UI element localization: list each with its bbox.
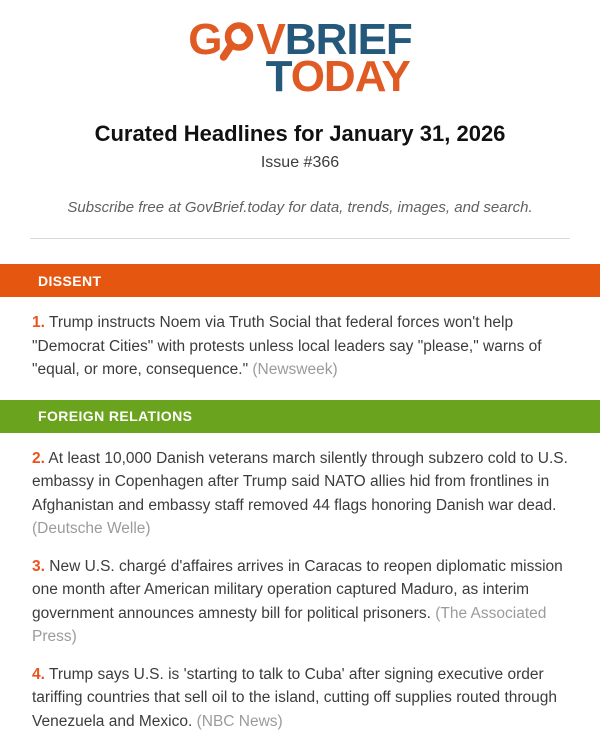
- newsletter-logo: [0, 0, 600, 97]
- item-source: (Newsweek): [252, 361, 337, 378]
- govbrief-logo: [188, 20, 412, 97]
- logo-word-oday: ODAY: [291, 52, 410, 101]
- item-number: 1.: [32, 314, 45, 331]
- page-title: Curated Headlines for January 31, 2026: [0, 121, 600, 147]
- logo-word-brief: BRIEF: [285, 20, 412, 60]
- magnifier-icon: [221, 22, 255, 56]
- section-banner-foreign-relations: [0, 400, 600, 433]
- issue-number: Issue #366: [0, 154, 600, 172]
- item-source: (The Associated Press): [32, 605, 546, 646]
- item-text: New U.S. chargé d'affaires arrives in Caracas to reopen diplomatic mission one month after American military operation captured Maduro, as interim government announces amnesty bill for political prisoners.: [32, 558, 563, 622]
- item-number: 4.: [32, 666, 45, 683]
- item-number: 3.: [32, 558, 45, 575]
- item-text: Trump instructs Noem via Truth Social that federal forces won't help "Democrat Cities" with protests unless local leaders say "please," warns of "equal, or more, consequence.": [32, 314, 542, 378]
- item-text: Trump says U.S. is 'starting to talk to Cuba' after signing executive order tariffing countries that sell oil to the island, cutting off supplies routed through Venezuela and Mexico.: [32, 666, 557, 730]
- item-source: (NBC News): [197, 713, 283, 730]
- news-item-2: [32, 447, 572, 541]
- section-label: DISSENT: [38, 273, 101, 289]
- item-source: (Deutsche Welle): [32, 520, 151, 537]
- news-item-3: [32, 555, 572, 649]
- news-item-4: [32, 663, 572, 733]
- logo-line-2: [188, 57, 412, 97]
- item-text: At least 10,000 Danish veterans march silently through subzero cold to U.S. embassy in Copenhagen after Trump said NATO allies hid from frontlines in Afghanistan and embassy staff removed 44 flags honoring Danish war dead.: [32, 450, 568, 514]
- logo-letter-g: G: [188, 20, 221, 60]
- subscribe-tagline: Subscribe free at GovBrief.today for data, trends, images, and search.: [0, 199, 600, 216]
- divider-line: [30, 238, 570, 239]
- section-banner-dissent: [0, 264, 600, 297]
- section-label: FOREIGN RELATIONS: [38, 408, 192, 424]
- item-number: 2.: [32, 450, 45, 467]
- logo-letter-v: V: [256, 20, 284, 60]
- logo-letter-t: T: [266, 52, 291, 101]
- news-item-1: [32, 311, 572, 382]
